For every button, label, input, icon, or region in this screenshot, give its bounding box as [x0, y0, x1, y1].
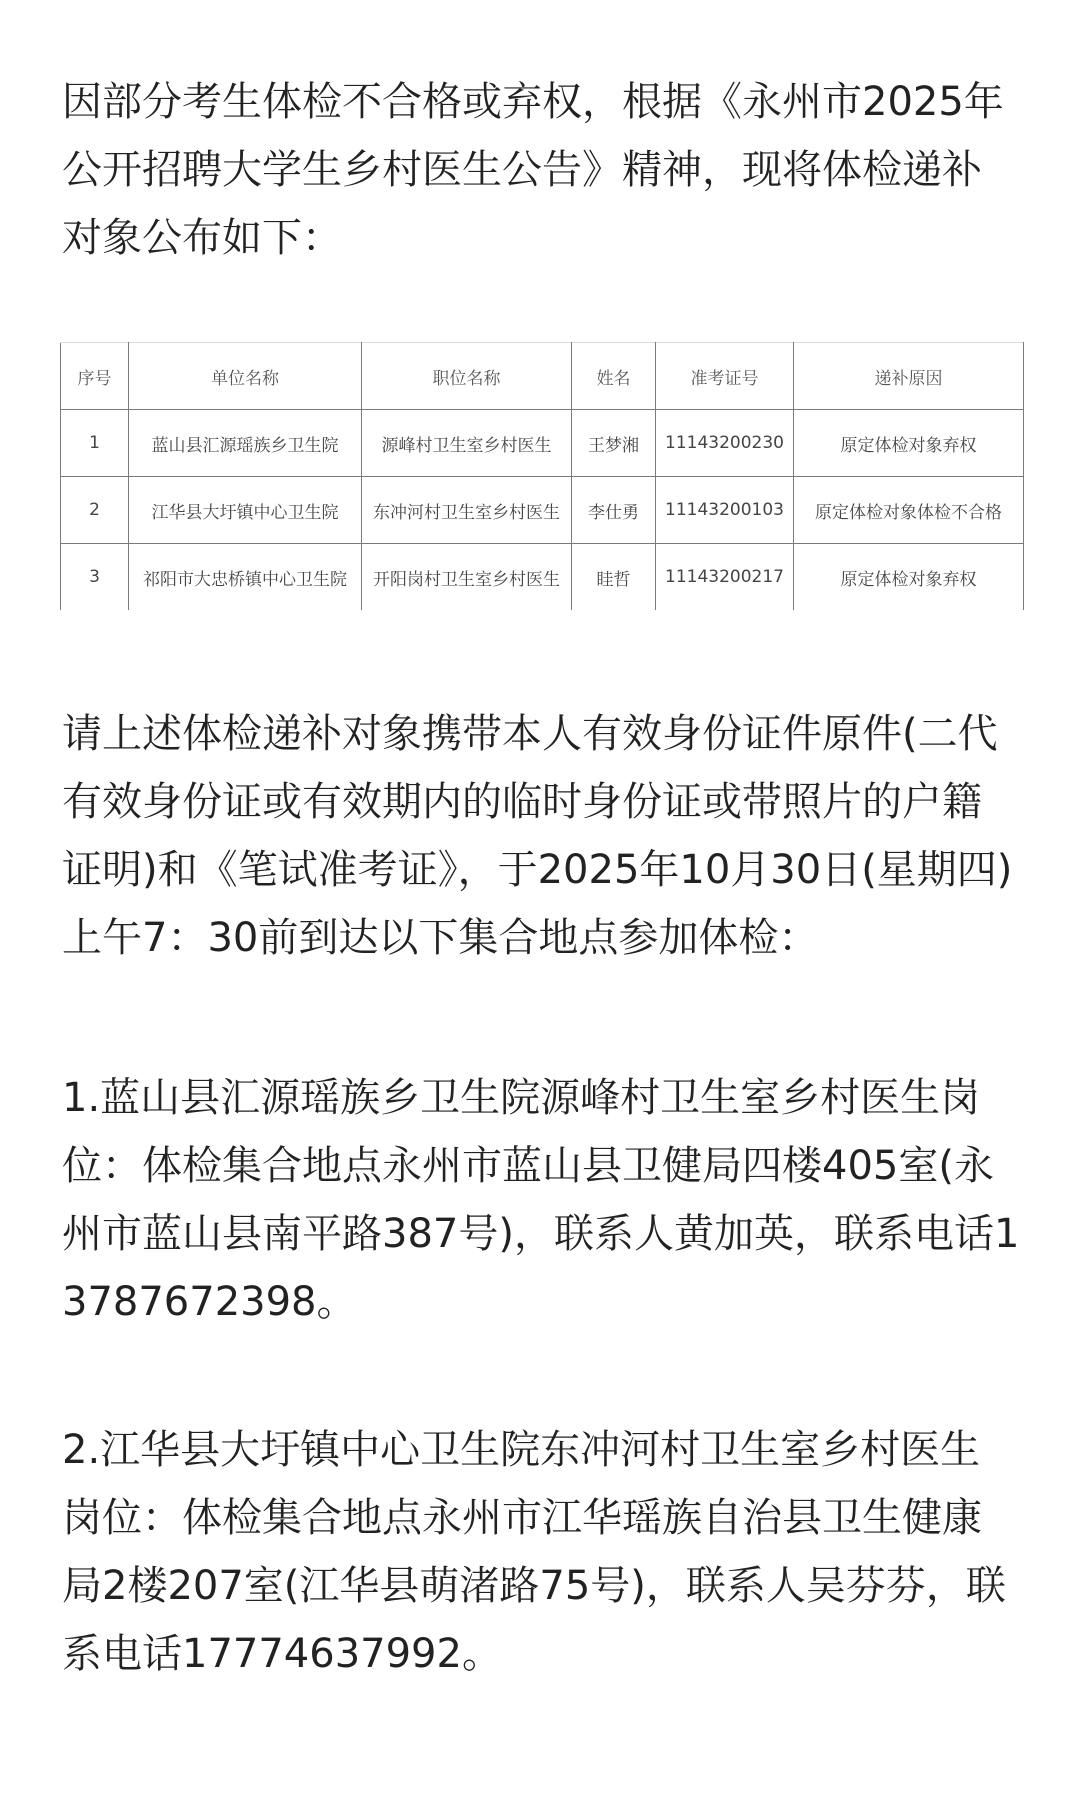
item2-line: 系电话17774637992。 — [62, 1631, 502, 1677]
instructions-line: 上午7：30前到达以下集合地点参加体检： — [62, 915, 819, 961]
table-row — [61, 410, 1024, 477]
table-header-row — [61, 343, 1024, 410]
cell-position: 东冲河村卫生室乡村医生 — [362, 477, 572, 544]
cell-name: 王梦湘 — [572, 410, 656, 477]
header-serial: 序号 — [61, 343, 129, 410]
table-row — [61, 544, 1024, 611]
item2-line: 2.江华县大圩镇中心卫生院东冲河村卫生室乡村医生 — [62, 1427, 981, 1473]
item2-line: 岗位：体检集合地点永州市江华瑶族自治县卫生健康 — [62, 1495, 982, 1541]
cell-name: 李仕勇 — [572, 477, 656, 544]
location-item-2 — [62, 1416, 1022, 1688]
header-exam-id: 准考证号 — [656, 343, 794, 410]
header-position: 职位名称 — [362, 343, 572, 410]
intro-line: 因部分考生体检不合格或弃权，根据《永州市2025年 — [62, 79, 1004, 125]
item1-line: 3787672398。 — [62, 1279, 357, 1325]
cell-reason: 原定体检对象体检不合格 — [794, 477, 1024, 544]
cell-reason: 原定体检对象弃权 — [794, 544, 1024, 611]
cell-unit: 蓝山县汇源瑶族乡卫生院 — [129, 410, 362, 477]
cell-unit: 江华县大圩镇中心卫生院 — [129, 477, 362, 544]
substitute-table — [60, 342, 1024, 611]
instructions-paragraph — [62, 700, 1022, 972]
header-unit: 单位名称 — [129, 343, 362, 410]
intro-paragraph — [62, 68, 1022, 272]
intro-line: 公开招聘大学生乡村医生公告》精神，现将体检递补 — [62, 147, 982, 193]
cell-position: 源峰村卫生室乡村医生 — [362, 410, 572, 477]
header-reason: 递补原因 — [794, 343, 1024, 410]
item1-line: 位：体检集合地点永州市蓝山县卫健局四楼405室(永 — [62, 1143, 994, 1189]
cell-exam-id: 11143200217 — [656, 544, 794, 611]
cell-serial: 3 — [61, 544, 129, 611]
intro-line: 对象公布如下： — [62, 215, 342, 261]
instructions-line: 请上述体检递补对象携带本人有效身份证件原件(二代 — [62, 711, 998, 757]
item1-line: 州市蓝山县南平路387号)，联系人黄加英，联系电话1 — [62, 1211, 1020, 1257]
cell-position: 开阳岗村卫生室乡村医生 — [362, 544, 572, 611]
cell-name: 眭哲 — [572, 544, 656, 611]
cell-serial: 1 — [61, 410, 129, 477]
cell-exam-id: 11143200103 — [656, 477, 794, 544]
instructions-line: 有效身份证或有效期内的临时身份证或带照片的户籍 — [62, 779, 982, 825]
item1-line: 1.蓝山县汇源瑶族乡卫生院源峰村卫生室乡村医生岗 — [62, 1075, 981, 1121]
item2-line: 局2楼207室(江华县萌渚路75号)，联系人吴芬芬，联 — [62, 1563, 1006, 1609]
cell-reason: 原定体检对象弃权 — [794, 410, 1024, 477]
header-name: 姓名 — [572, 343, 656, 410]
cell-unit: 祁阳市大忠桥镇中心卫生院 — [129, 544, 362, 611]
table-row — [61, 477, 1024, 544]
cell-serial: 2 — [61, 477, 129, 544]
instructions-line: 证明)和《笔试准考证》，于2025年10月30日(星期四) — [62, 847, 1013, 893]
cell-exam-id: 11143200230 — [656, 410, 794, 477]
location-item-1 — [62, 1064, 1022, 1336]
